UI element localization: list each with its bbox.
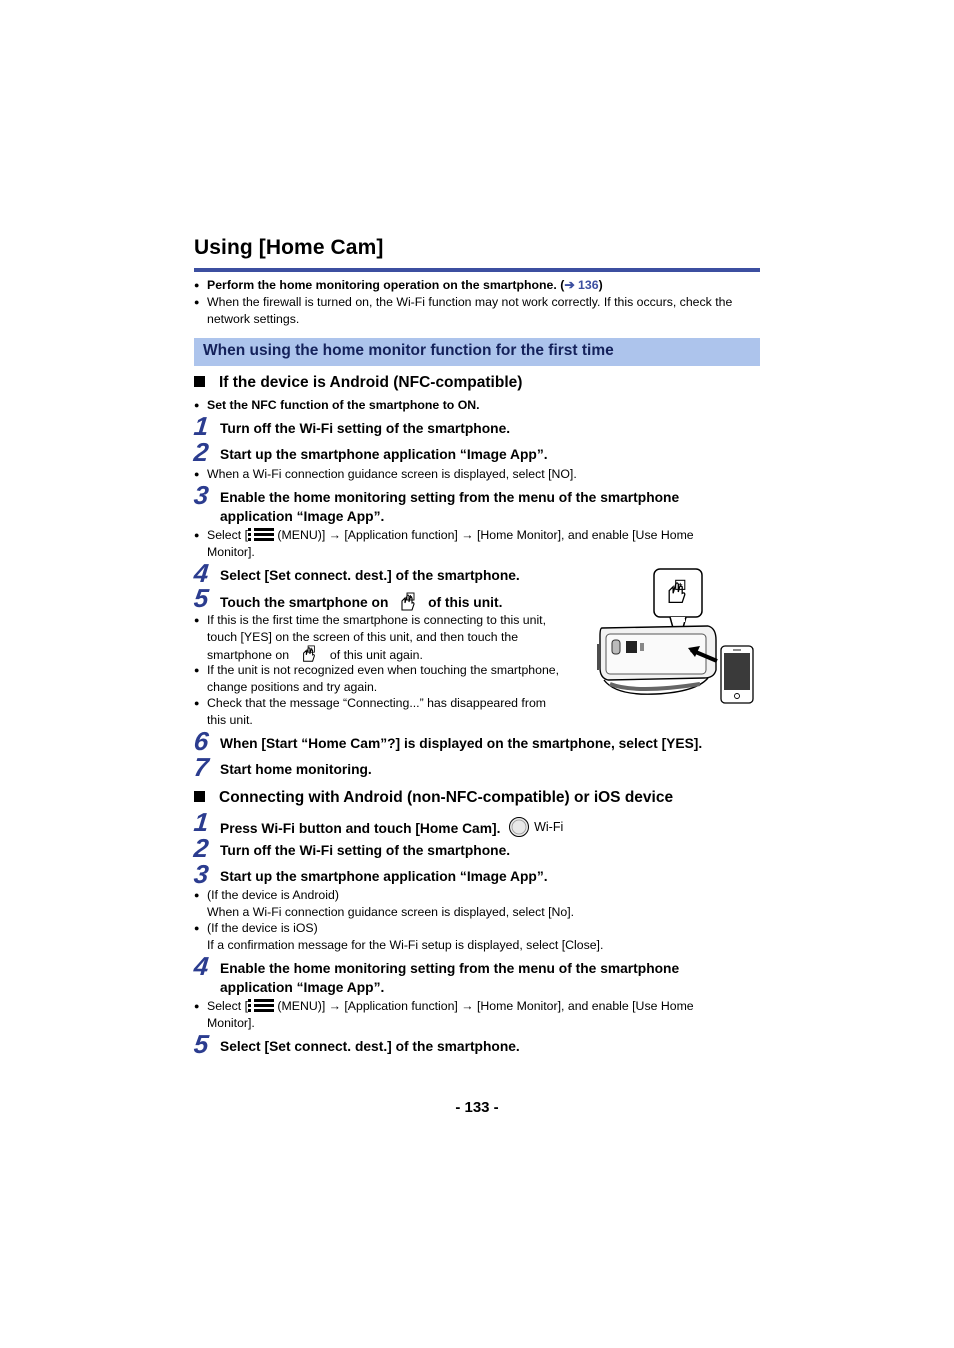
step-text: Turn off the Wi-Fi setting of the smartphone. [220,421,511,436]
note-text-a: Select [ [207,528,249,542]
section-band [194,338,760,366]
step-text: Start up the smartphone application “Image App”. [220,869,548,884]
note-line-2: change positions and try again. [207,679,378,694]
menu-icon [248,528,274,541]
step-text-b: of this unit. [428,595,503,610]
note-text: When a Wi-Fi connection guidance screen is displayed, select [NO]. [207,467,577,481]
title-underline [194,268,760,272]
non-nfc-section-heading [194,789,673,807]
non-nfc-heading-text: Connecting with Android (non-NFC-compatible) or iOS device [219,789,674,806]
note-line-1: (If the device is iOS) [207,921,318,935]
nfc-touch-illustration [596,566,758,708]
note-line-1: If the unit is not recognized even when touching the smartphone, [207,663,560,677]
page-title: Using [Home Cam] [194,236,384,259]
section-band-label: When using the home monitor function for the first time [203,342,614,359]
nfc-pre-note-text: Set the NFC function of the smartphone to ON. [207,398,480,412]
non-nfc-step-3-note-1: ● (If the device is Android) When a Wi-Fi connection guidance screen is displayed, select [No]. [194,888,575,919]
nfc-heading-text: If the device is Android (NFC-compatible) [219,374,523,391]
note-line-1: (If the device is Android) [207,888,339,902]
nfc-step-5-note-2: ● If the unit is not recognized even when touching the smartphone, change positions and try again. [194,663,560,694]
note-line-3a: smartphone on [207,648,290,662]
intro-bullet-1-text: Perform the home monitoring operation on the smartphone. ( [207,278,565,292]
nfc-touch-icon [398,592,418,612]
step-text-line-2: application “Image App”. [220,508,385,524]
step-text-a: Touch the smartphone on [220,595,389,610]
step-number: 3 [192,480,211,510]
nfc-pre-note: ● Set the NFC function of the smartphone to ON. [194,397,760,414]
step-number: 5 [192,583,211,613]
intro-bullet-2-text: When the firewall is turned on, the Wi-Fi function may not work correctly. If this occurs, check the network settings. [207,295,733,326]
nfc-section-heading [194,374,522,392]
nfc-step-3-note: ● Select [ (MENU)] → [Application function] → [Home Monitor], and enable [Use Home Monitor]. [194,528,694,559]
step-text: Turn off the Wi-Fi setting of the smartphone. [220,843,511,858]
step-number: 5 [192,1029,211,1059]
wifi-button-label: Wi-Fi [534,820,564,834]
note-text-b: (MENU)] → [Application function] → [Home Monitor], and enable [Use Home [274,528,694,542]
note-line-2: When a Wi-Fi connection guidance screen is displayed, select [No]. [207,904,575,919]
non-nfc-step-4-note: ● Select [ (MENU)] → [Application function] → [Home Monitor], and enable [Use Home Monitor]. [194,999,694,1030]
step-number: 6 [192,726,211,756]
note-text-a: Select [ [207,999,249,1013]
step-text: Press Wi-Fi button and touch [Home Cam]. [220,821,501,836]
note-line-2: touch [YES] on the screen of this unit, and then touch the [207,629,519,644]
intro-bullet-1-close: ) [598,278,603,292]
non-nfc-step-3-note-2: ● (If the device is iOS) If a confirmation message for the Wi-Fi setup is displayed, select [Close]. [194,921,604,952]
note-text-c: Monitor]. [207,544,255,559]
step-text: Select [Set connect. dest.] of the smartphone. [220,1039,520,1054]
nfc-step-5-note-1: ● If this is the first time the smartphone is connecting to this unit, touch [YES] on the screen of this unit, and then touch the smartphone on of this unit again. [194,613,547,662]
intro-bullet-1: ● Perform the home monitoring operation on the smartphone. (➔ 136) [194,278,603,292]
note-line-3b: of this unit again. [329,648,423,662]
nfc-step-5-note-3: ● Check that the message “Connecting...” has disappeared from this unit. [194,696,547,727]
step-text-line-2: application “Image App”. [220,979,385,995]
step-number: 4 [192,558,211,588]
note-text-b: (MENU)] → [Application function] → [Home Monitor], and enable [Use Home [274,999,694,1013]
square-bullet-icon [194,791,205,802]
step-text-line-1: Enable the home monitoring setting from the menu of the smartphone [220,490,680,505]
note-line-1: Check that the message “Connecting...” has disappeared from [207,696,547,710]
note-line-2: this unit. [207,712,253,727]
step-number: 2 [192,833,211,863]
note-line-1: If this is the first time the smartphone is connecting to this unit, [207,613,547,627]
wifi-button-icon [508,816,530,838]
menu-icon [248,999,274,1012]
step-text: Select [Set connect. dest.] of the smartphone. [220,568,520,583]
step-number: 4 [192,951,211,981]
step-number: 3 [192,859,211,889]
step-text: Start home monitoring. [220,762,372,777]
step-text: Start up the smartphone application “Image App”. [220,447,548,462]
intro-bullet-2: ● When the firewall is turned on, the Wi-Fi function may not work correctly. If this occurs, check the network settings. [194,294,760,327]
step-text-line-1: Enable the home monitoring setting from the menu of the smartphone [220,961,680,976]
nfc-touch-icon [300,645,318,663]
step-number: 1 [192,807,211,837]
step-text: When [Start “Home Cam”?] is displayed on the smartphone, select [YES]. [220,736,703,751]
nfc-step-2-note: ● When a Wi-Fi connection guidance screen is displayed, select [NO]. [194,466,760,483]
note-text-c: Monitor]. [207,1015,255,1030]
square-bullet-icon [194,376,205,387]
step-number: 2 [192,437,211,467]
page-number: - 133 - [455,1099,499,1116]
step-number: 1 [192,411,211,441]
page-reference-link[interactable]: ➔ 136 [564,278,599,292]
step-number: 7 [192,752,211,782]
note-line-2: If a confirmation message for the Wi-Fi setup is displayed, select [Close]. [207,937,604,952]
